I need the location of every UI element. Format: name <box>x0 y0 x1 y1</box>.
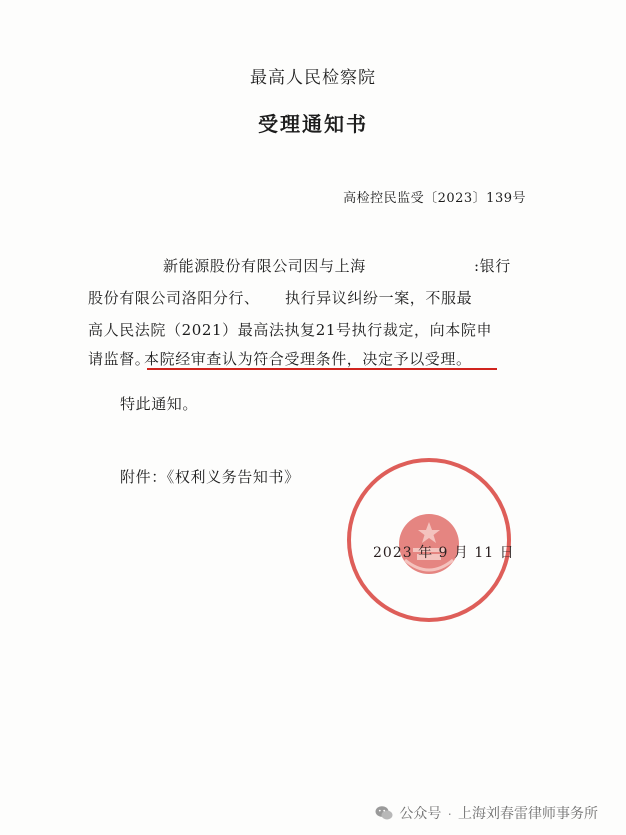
wechat-watermark <box>375 803 598 823</box>
watermark-label: 公众号 <box>399 805 442 821</box>
attachment-line: 附件：《权利义务告知书》 <box>120 468 300 486</box>
official-seal <box>345 456 513 624</box>
body-line-1: 新能源股份有限公司因与上海 <box>163 257 366 275</box>
reference-number: 高检控民监受〔2023〕139号 <box>343 191 526 206</box>
highlighted-decision: 本院经审查认为符合受理条件，决定予以受理。 <box>144 350 472 368</box>
issuer-name: 最高人民检察院 <box>250 68 376 88</box>
watermark-separator: · <box>447 805 452 821</box>
body-line-2: 股份有限公司洛阳分行、 <box>88 289 260 307</box>
highlight-underline <box>147 368 497 370</box>
issue-date: 2023 年 9 月 11 日 <box>373 545 515 561</box>
body-line-1-end: :银行 <box>474 257 511 275</box>
closing-line: 特此通知。 <box>120 395 199 413</box>
watermark-account: 上海刘春雷律师事务所 <box>458 805 598 821</box>
wechat-icon <box>375 805 393 821</box>
body-line-3: 高人民法院（2021）最高法执复21号执行裁定，向本院申 <box>88 321 493 339</box>
body-line-4: 请监督。 <box>88 350 151 368</box>
document-title: 受理通知书 <box>258 112 368 136</box>
body-line-2-end: 执行异议纠纷一案，不服最 <box>285 289 473 307</box>
